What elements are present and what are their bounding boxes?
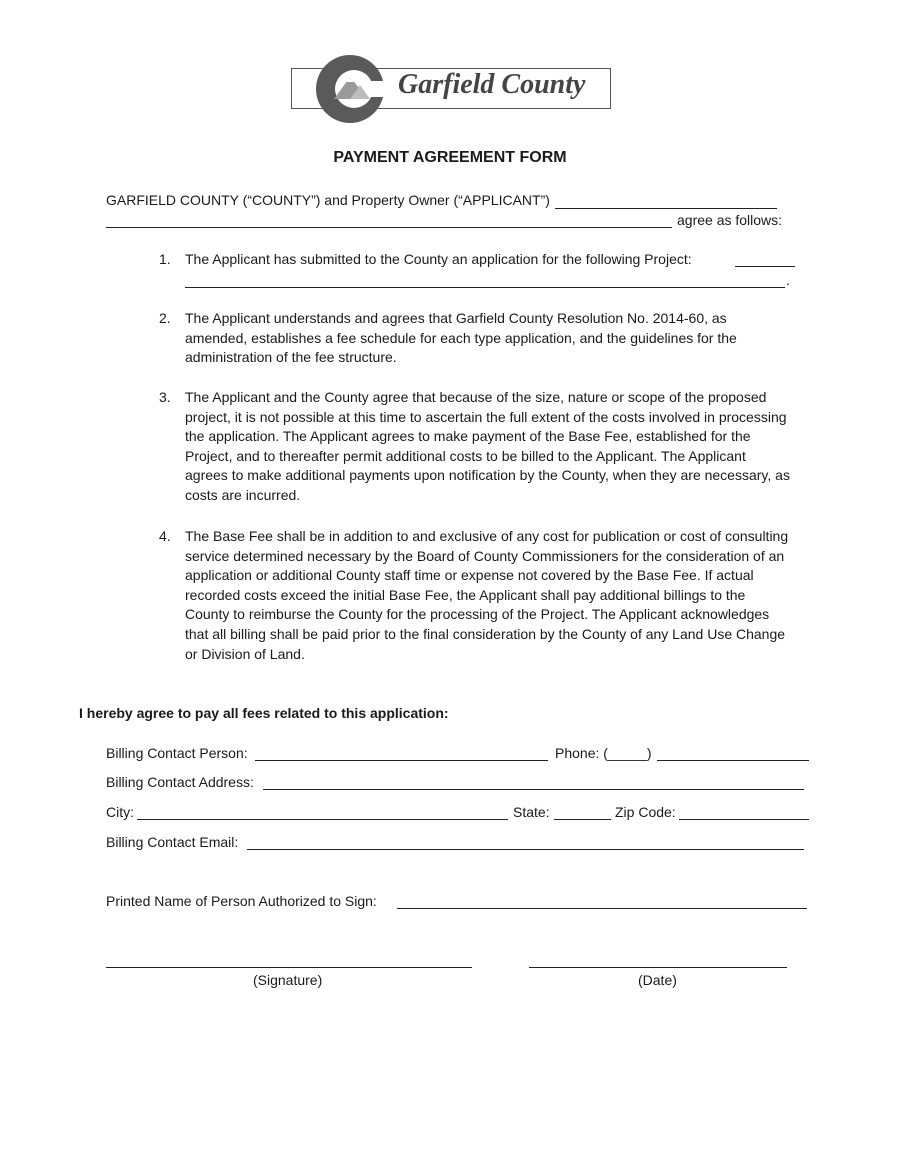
signature-line[interactable] xyxy=(106,967,472,968)
applicant-name-line-2[interactable] xyxy=(106,227,672,228)
project-line-2[interactable] xyxy=(185,287,785,288)
item-number: 1. xyxy=(159,251,171,267)
address-label: Billing Contact Address: xyxy=(106,774,254,790)
item-text: The Applicant understands and agrees that Garfield County Resolution No. 2014-60, as amended, establishes a fee schedule for each type application, and the guidelines for the administration of the fee structure. xyxy=(185,310,737,366)
printed-name-field[interactable] xyxy=(397,908,807,909)
contact-person-label: Billing Contact Person: xyxy=(106,745,248,761)
county-logo-icon xyxy=(312,51,392,127)
phone-label: Phone: (_____) xyxy=(555,745,652,761)
date-label: (Date) xyxy=(638,972,677,988)
item-text: The Applicant has submitted to the County an application for the following Project: xyxy=(185,251,692,267)
zip-label: Zip Code: xyxy=(615,804,676,820)
logo-text: Garfield County xyxy=(398,69,586,100)
date-line[interactable] xyxy=(529,967,787,968)
period: . xyxy=(786,272,790,288)
agree-heading: I hereby agree to pay all fees related to this application: xyxy=(79,705,449,721)
address-field[interactable] xyxy=(263,789,804,790)
email-field[interactable] xyxy=(247,849,804,850)
intro-text: GARFIELD COUNTY (“COUNTY”) and Property Owner (“APPLICANT”) xyxy=(106,192,550,208)
state-field[interactable] xyxy=(554,819,611,820)
signature-label: (Signature) xyxy=(253,972,323,988)
item-number: 4. xyxy=(159,528,171,544)
city-label: City: xyxy=(106,804,134,820)
intro-tail: agree as follows: xyxy=(677,212,783,228)
city-field[interactable] xyxy=(137,819,508,820)
email-label: Billing Contact Email: xyxy=(106,834,239,850)
item-text: The Base Fee shall be in addition to and exclusive of any cost for publication or cost of consulting service determined necessary by the Board of County Commissioners for the consideration of an application or additional County staff time or expense not covered by the Base Fee. If actual recorded costs exceed the initial Base Fee, the Applicant shall pay additional billings to the County to reimburse the County for the processing of the Project. The Applicant acknowledges that all billing shall be paid prior to the final consideration by the County of any Land Use Change or Division of Land. xyxy=(185,528,789,662)
contact-person-field[interactable] xyxy=(255,760,548,761)
zip-field[interactable] xyxy=(679,819,809,820)
phone-field[interactable] xyxy=(657,760,809,761)
state-label: State: xyxy=(513,804,550,820)
printed-name-label: Printed Name of Person Authorized to Sign: xyxy=(106,893,377,909)
project-line[interactable] xyxy=(735,266,795,267)
applicant-name-line[interactable] xyxy=(555,208,777,209)
item-text: The Applicant and the County agree that because of the size, nature or scope of the proposed project, it is not possible at this time to ascertain the full extent of the costs involved in processing the application. The Applicant agrees to make payment of the Base Fee, established for the Project, and to thereafter permit additional costs to be billed to the Applicant. The Applicant agrees to make additional payments upon notification by the County, when they are necessary, as costs are incurred. xyxy=(185,389,790,503)
item-number: 2. xyxy=(159,310,171,326)
page-title: PAYMENT AGREEMENT FORM xyxy=(333,149,567,166)
item-number: 3. xyxy=(159,389,171,405)
